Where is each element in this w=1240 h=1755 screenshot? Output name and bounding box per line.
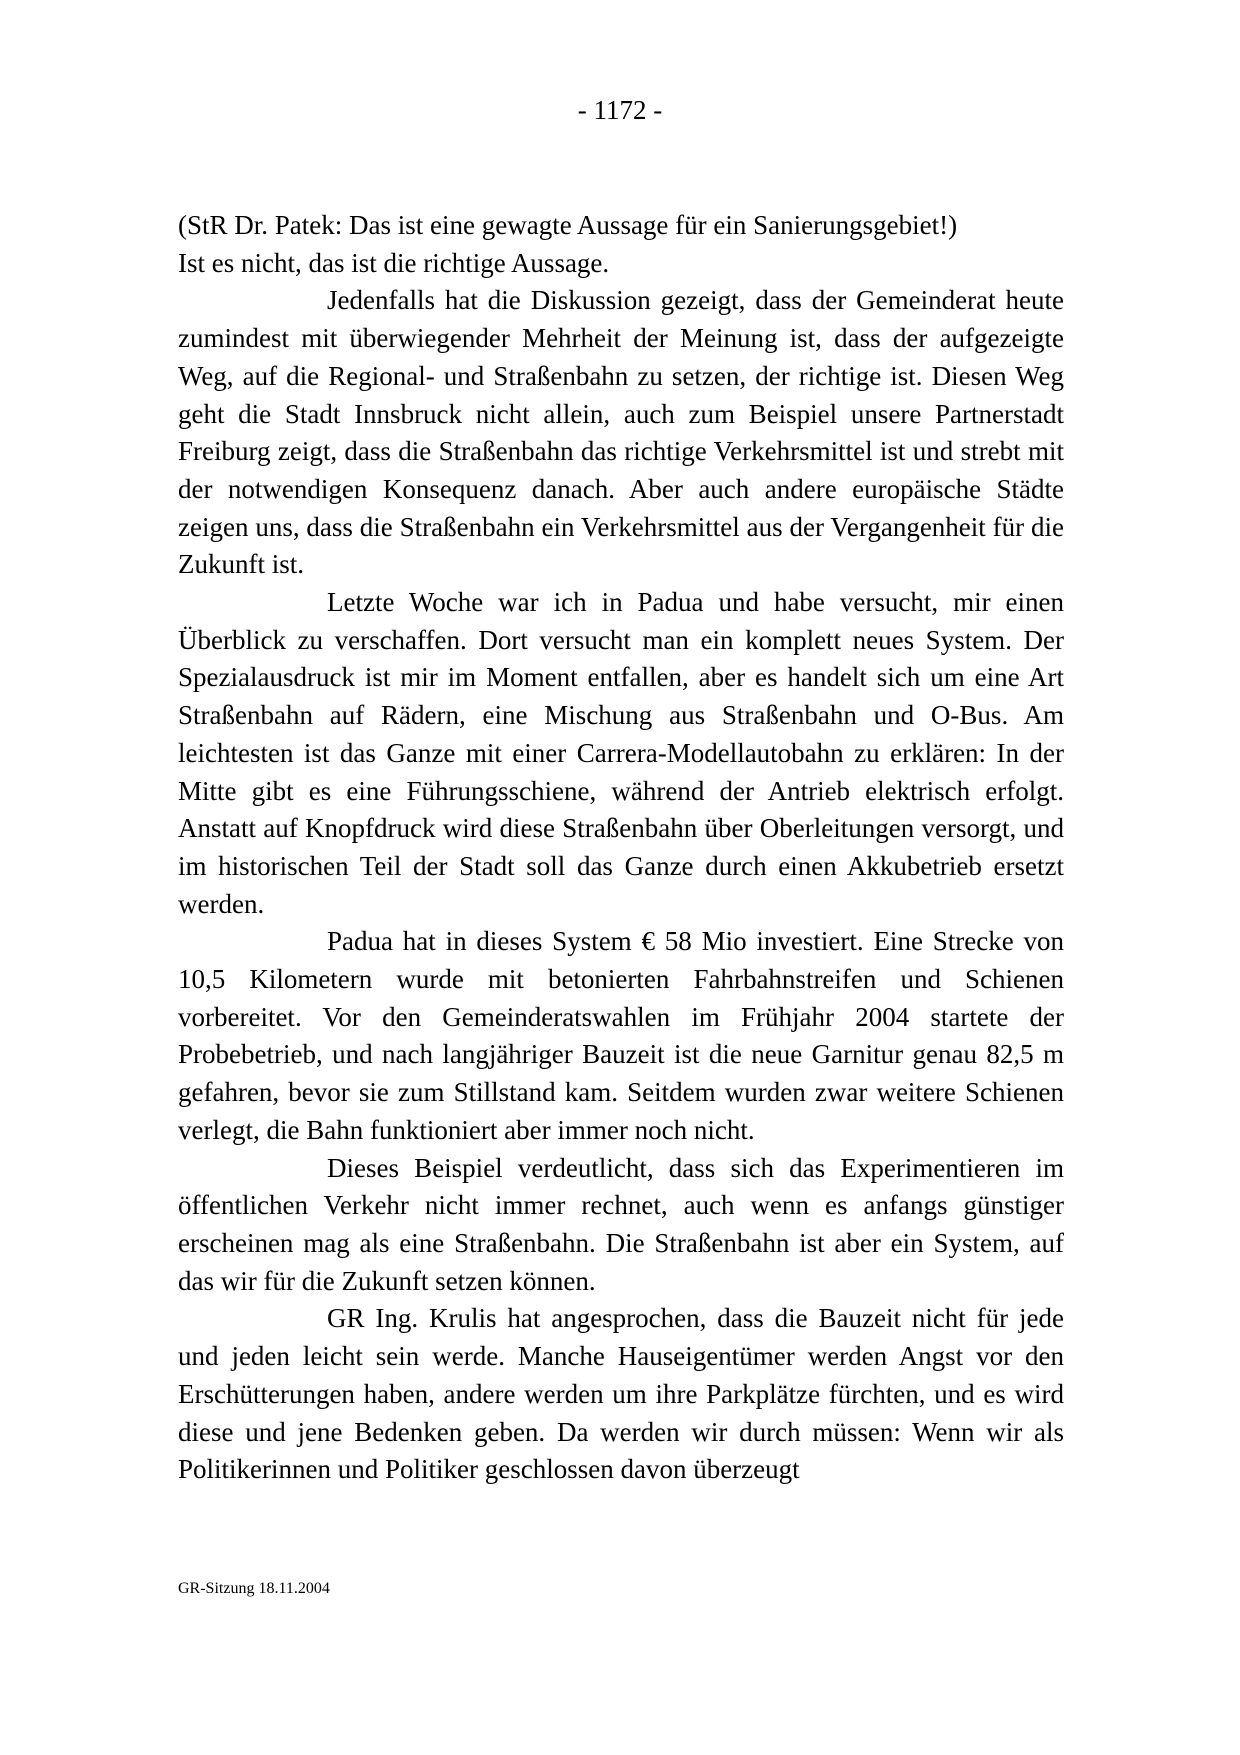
paragraph-padua-visit: Letzte Woche war ich in Padua und habe versucht, mir einen Überblick zu verschaffen. Dort versucht man ein komplett neues System. Der Spezialausdruck ist mir im Moment entfallen, aber es handelt sich um eine Art Straßenbahn auf Rädern, eine Mischung aus Straßenbahn und O-Bus. Am leichtesten ist das Ganze mit einer Carrera-Modellautobahn zu erklären: In der Mitte gibt es eine Führungsschiene, während der Antrieb elektrisch erfolgt. Anstatt auf Knopfdruck wird diese Straßenbahn über Oberleitungen versorgt, und im historischen Teil der Stadt soll das Ganze durch einen Akkubetrieb ersetzt werden. bbox=[178, 587, 1064, 919]
paragraph-padua-investment: Padua hat in dieses System € 58 Mio investiert. Eine Strecke von 10,5 Kilometern wurde mit betonierten Fahrbahnstreifen und Schienen vorbereitet. Vor den Gemeinderatswahlen im Frühjahr 2004 startete der Probebetrieb, und nach langjähriger Bauzeit ist die neue Garnitur genau 82,5 m gefahren, bevor sie zum Stillstand kam. Seitdem wurden zwar weitere Schienen verlegt, die Bahn funktioniert aber immer noch nicht. bbox=[178, 926, 1064, 1145]
reply-paragraph: Ist es nicht, das ist die richtige Aussage. bbox=[178, 247, 610, 278]
paragraph-discussion: Jedenfalls hat die Diskussion gezeigt, dass der Gemeinderat heute zumindest mit überwiegender Mehrheit der Meinung ist, dass der aufgezeigte Weg, auf die Regional- und Straßenbahn zu setzen, der richtige ist. Diesen Weg geht die Stadt Innsbruck nicht allein, auch zum Beispiel unsere Partnerstadt Freiburg zeigt, dass die Straßenbahn das richtige Verkehrsmittel ist und strebt mit der notwendigen Konsequenz danach. Aber auch andere europäische Städte zeigen uns, dass die Straßenbahn ein Verkehrsmittel aus der Vergangenheit für die Zukunft ist. bbox=[178, 285, 1064, 580]
paragraph-construction: GR Ing. Krulis hat angesprochen, dass die Bauzeit nicht für jede und jeden leicht sein werde. Manche Hauseigentümer werden Angst vor den Erschütterungen haben, andere werden um ihre Parkplätze fürchten, und es wird diese und jene Bedenken geben. Da werden wir durch müssen: Wenn wir als Politikerinnen und Politiker geschlossen davon überzeugt bbox=[178, 1303, 1064, 1485]
paragraph-example: Dieses Beispiel verdeutlicht, dass sich das Experimentieren im öffentlichen Verkehr nicht immer rechnet, auch wenn es anfangs günstiger erscheinen mag als eine Straßenbahn. Die Straßenbahn ist aber ein System, auf das wir für die Zukunft setzen können. bbox=[178, 1152, 1064, 1296]
footer-session-date: GR-Sitzung 18.11.2004 bbox=[178, 1580, 330, 1597]
page-number: - 1172 - bbox=[577, 95, 663, 125]
interjection-paragraph: (StR Dr. Patek: Das ist eine gewagte Aussage für ein Sanierungsgebiet!) bbox=[178, 210, 958, 240]
body-text bbox=[178, 207, 1064, 1489]
